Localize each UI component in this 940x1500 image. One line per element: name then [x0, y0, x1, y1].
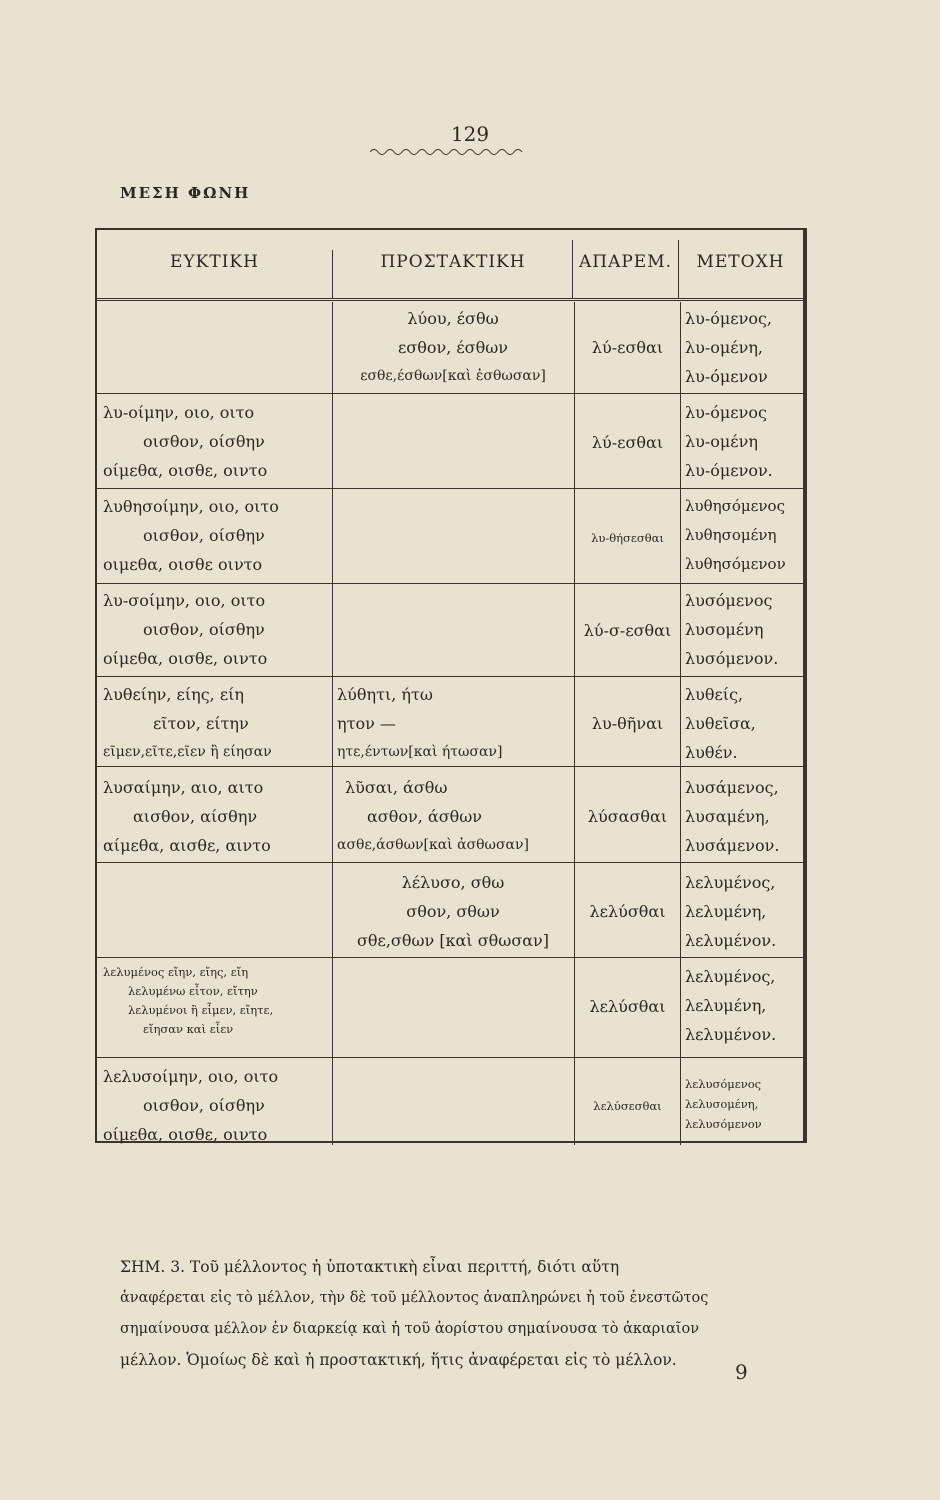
row-divider	[97, 583, 803, 584]
row-divider	[97, 393, 803, 394]
header-divider	[678, 240, 679, 298]
page-number: 129	[450, 122, 490, 146]
table-cell-imperative: λύθητι, ήτω ητον — ητε,έντων[καὶ ήτωσαν]	[337, 685, 503, 760]
table-cell-participle: λυσάμενος, λυσαμένη, λυσάμενον.	[685, 778, 780, 855]
table-cell-infinitive: λελύσεσθαι	[593, 1099, 662, 1113]
table-cell-participle: λελυσόμενος λελυσομένη, λελυσόμενον	[685, 1077, 762, 1131]
table-cell-optative: λυθείην, είης, είη εῖτον, είτην εῖμεν,εῖτε,εῖεν ἢ είησαν	[103, 685, 272, 760]
table-cell-infinitive: λελύσθαι	[589, 997, 666, 1016]
header-divider	[572, 240, 573, 298]
footnote	[120, 1252, 820, 1376]
section-title: ΜΕΣΗ ΦΩΝΗ	[120, 184, 251, 202]
column-divider	[680, 302, 681, 1145]
table-cell-participle: λυθείς, λυθεῖσα, λυθέν.	[685, 685, 756, 762]
table-cell-infinitive: λύ-σ-εσθαι	[583, 621, 672, 640]
conjugation-table	[95, 228, 807, 1143]
table-cell-participle: λυ-όμενος λυ-ομένη λυ-όμενον.	[685, 403, 773, 480]
row-divider	[97, 1057, 803, 1058]
table-cell-participle: λυ-όμενος, λυ-ομένη, λυ-όμενον	[685, 309, 772, 386]
table-cell-imperative: λῦσαι, άσθω ασθον, άσθων ασθε,άσθων[καὶ ἀσθωσαν]	[337, 778, 529, 853]
wavy-ornament	[370, 147, 525, 157]
row-divider	[97, 488, 803, 489]
footnote-line: ΣΗΜ. 3. Τοῦ μέλλοντος ἡ ὑποτακτικὴ εἶναι περιττή, διότι αὕτη	[120, 1258, 620, 1276]
footnote-line: σημαίνουσα μέλλον ἐν διαρκείᾳ καὶ ἡ τοῦ ἀορίστου σημαίνουσα τὸ ἀκαριαῖον	[120, 1321, 700, 1337]
table-cell-optative: λυ-οίμην, οιο, οιτο οισθον, οίσθην οίμεθα, οισθε, οιντο	[103, 403, 268, 480]
row-divider	[97, 676, 803, 677]
table-cell-infinitive: λυ-θῆναι	[591, 714, 664, 733]
table-cell-optative: λυθησοίμην, οιο, οιτο οισθον, οίσθην οιμεθα, οισθε οιντο	[103, 497, 279, 574]
table-cell-optative: λυσαίμην, αιο, αιτο αισθον, αίσθην αίμεθα, αισθε, αιντο	[103, 778, 271, 855]
row-divider	[97, 862, 803, 863]
table-cell-optative: λελυμένος εἴην, εἴης, εἴη λελυμένω εἶτον, εἴτην λελυμένοι ἢ εἶμεν, εἴητε, εἴησαν καὶ εἶεν	[103, 965, 274, 1036]
signature-mark: 9	[735, 1360, 748, 1384]
table-cell-imperative: λύου, έσθω εσθον, έσθων εσθε,έσθων[καὶ ἐσθωσαν]	[360, 309, 546, 384]
table-cell-infinitive: λελύσθαι	[589, 902, 666, 921]
header-optative: ΕΥΚΤΙΚΗ	[170, 252, 259, 272]
footnote-line: μέλλον. Ὁμοίως δὲ καὶ ἡ προστακτική, ἥτις ἀναφέρεται εἰς τὸ μέλλον.	[120, 1351, 677, 1369]
header-participle: ΜΕΤΟΧΗ	[696, 252, 785, 272]
table-cell-infinitive: λύ-εσθαι	[591, 433, 664, 452]
table-cell-imperative: λέλυσο, σθω σθον, σθων σθε,σθων [καὶ σθωσαν]	[356, 873, 550, 950]
table-cell-participle: λελυμένος, λελυμένη, λελυμένον.	[685, 967, 777, 1044]
row-divider	[97, 957, 803, 958]
table-cell-infinitive: λυ-θήσεσθαι	[591, 531, 664, 545]
header-imperative: ΠΡΟΣΤΑΚΤΙΚΗ	[380, 252, 526, 272]
table-cell-participle: λελυμένος, λελυμένη, λελυμένον.	[685, 873, 777, 950]
table-cell-infinitive: λύσασθαι	[587, 807, 668, 826]
column-divider	[332, 302, 333, 1145]
table-cell-optative: λυ-σοίμην, οιο, οιτο οισθον, οίσθην οίμεθα, οισθε, οιντο	[103, 591, 268, 668]
table-cell-infinitive: λύ-εσθαι	[591, 338, 664, 357]
header-infinitive: ΑΠΑΡΕΜ.	[578, 252, 673, 272]
table-cell-participle: λυθησόμενος λυθησομένη λυθησόμενον	[685, 497, 786, 573]
footnote-line: ἀναφέρεται εἰς τὸ μέλλον, τὴν δὲ τοῦ μέλλοντος ἀναπληρώνει ἡ τοῦ ἐνεστῶτος	[120, 1290, 709, 1306]
table-header-row	[97, 230, 803, 301]
table-cell-optative: λελυσοίμην, οιο, οιτο οισθον, οίσθην οίμεθα, οισθε, οιντο	[103, 1067, 279, 1144]
table-cell-participle: λυσόμενος λυσομένη λυσόμενον.	[685, 591, 779, 668]
header-divider	[332, 250, 333, 298]
